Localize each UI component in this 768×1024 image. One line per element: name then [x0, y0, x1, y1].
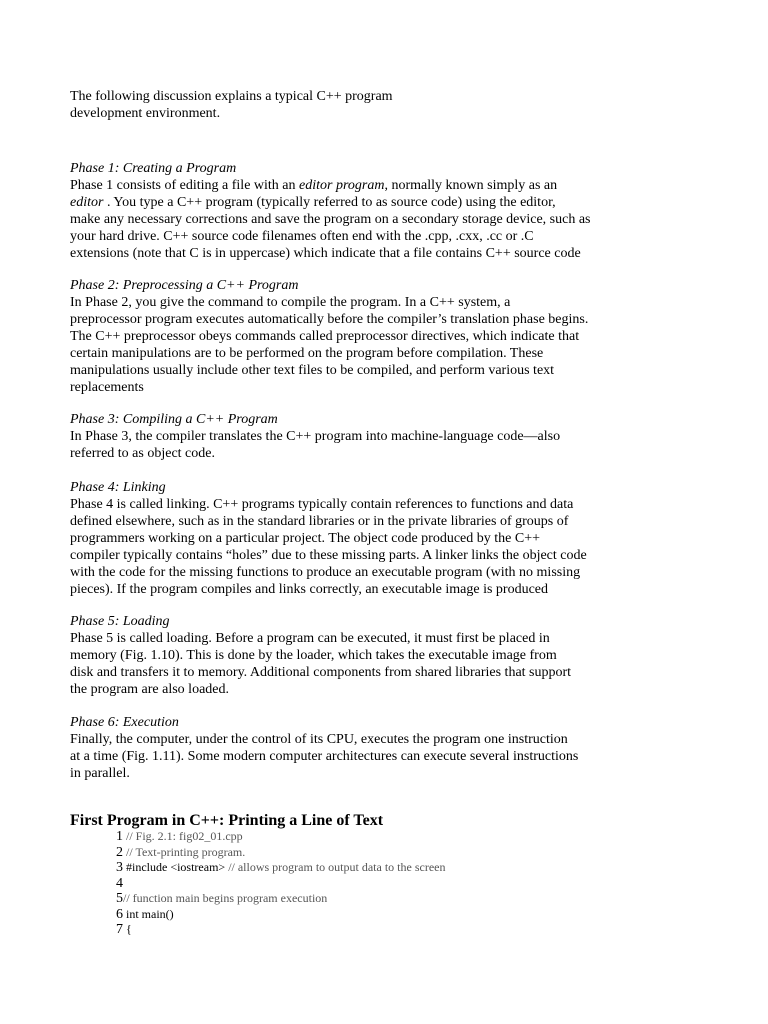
body-text-line [70, 328, 690, 345]
phase-2-section [70, 277, 690, 396]
body-text-line [70, 177, 690, 194]
text-run: manipulations usually include other text files to be compiled, and perform various text [70, 363, 555, 378]
text-run: extensions (note that C is in uppercase) which indicate that a file contains C++ source code [70, 246, 581, 261]
text-run: make any necessary corrections and save the program on a secondary storage device, such as [70, 212, 591, 227]
intro-line: development environment. [70, 106, 221, 121]
body-text-line [70, 564, 690, 581]
phase-6-title: Phase 6: Execution [70, 715, 179, 730]
text-run: compiler typically contains “holes” due to these missing parts. A linker links the object code [70, 548, 587, 563]
text-run: replacements [70, 380, 144, 395]
body-text-line [70, 647, 690, 664]
body-text-line [70, 194, 690, 211]
phase-3-body [70, 428, 690, 462]
text-run: Phase 4 is called linking. C++ programs typically contain references to functions and data [70, 497, 574, 512]
text-run: The C++ preprocessor obeys commands called preprocessor directives, which indicate that [70, 329, 580, 344]
body-text-line [70, 245, 690, 262]
code-comment: // Text-printing program. [123, 844, 246, 859]
body-text-line [70, 345, 690, 362]
code-comment: // Fig. 2.1: fig02_01.cpp [123, 829, 243, 843]
text-run: Finally, the computer, under the control of its CPU, executes the program one instruction [70, 732, 568, 747]
text-run: certain manipulations are to be performed on the program before compilation. These [70, 346, 544, 361]
code-line [116, 829, 445, 845]
code-line [116, 891, 445, 907]
phase-2-body [70, 294, 690, 396]
phase-2-title: Phase 2: Preprocessing a C++ Program [70, 278, 299, 293]
intro-paragraph [70, 88, 490, 122]
phase-1-body [70, 177, 690, 262]
text-run: . You type a C++ program (typically referred to as source code) using the editor, [103, 195, 556, 210]
code-line [116, 922, 445, 938]
line-number: 3 [116, 860, 123, 875]
body-text-line [70, 547, 690, 564]
body-text-line [70, 228, 690, 245]
line-number: 7 [116, 922, 123, 937]
text-run: , normally known simply as an [384, 178, 558, 193]
body-text-line [70, 379, 690, 396]
phase-6-body [70, 731, 690, 782]
text-run: with the code for the missing functions to produce an executable program (with no missing [70, 565, 581, 580]
code-statement: #include <iostream> [123, 860, 226, 874]
body-text-line [70, 581, 690, 598]
line-number: 5 [116, 891, 123, 906]
body-text-line [70, 530, 690, 547]
text-run: programmers working on a particular project. The object code produced by the C++ [70, 531, 540, 546]
line-number: 4 [116, 875, 123, 891]
phase-4-title: Phase 4: Linking [70, 480, 166, 495]
body-text-line [70, 748, 690, 765]
phase-5-title: Phase 5: Loading [70, 614, 170, 629]
phase-6-section [70, 714, 690, 782]
body-text-line [70, 496, 690, 513]
body-text-line [70, 445, 690, 462]
phase-4-section [70, 479, 690, 598]
text-run: at a time (Fig. 1.11). Some modern computer architectures can execute several instructions [70, 749, 579, 764]
line-number: 2 [116, 844, 123, 860]
code-line [116, 876, 445, 892]
intro-line: The following discussion explains a typical C++ program [70, 89, 393, 104]
body-text-line [70, 211, 690, 228]
text-run: In Phase 3, the compiler translates the C++ program into machine-language code—also [70, 429, 561, 444]
phase-3-section [70, 411, 690, 462]
phase-5-section [70, 613, 690, 698]
emphasized-term: editor program [299, 178, 385, 193]
code-comment: // allows program to output data to the screen [225, 860, 446, 874]
text-run: your hard drive. C++ source code filenames often end with the .cpp, .cxx, .cc or .C [70, 229, 534, 244]
line-number: 6 [116, 906, 123, 922]
body-text-line [70, 731, 690, 748]
text-run: memory (Fig. 1.10). This is done by the loader, which takes the executable image from [70, 648, 557, 663]
section-heading: First Program in C++: Printing a Line of Text [70, 812, 384, 829]
line-number: 1 [116, 829, 123, 844]
text-run: defined elsewhere, such as in the standard libraries or in the private libraries of groups of [70, 514, 569, 529]
body-text-line [70, 681, 690, 698]
code-statement: int main() [123, 906, 174, 921]
text-run: referred to as object code. [70, 446, 215, 461]
code-line [116, 845, 445, 861]
body-text-line [70, 513, 690, 530]
body-text-line [70, 765, 690, 782]
phase-1-title: Phase 1: Creating a Program [70, 161, 237, 176]
phase-3-title: Phase 3: Compiling a C++ Program [70, 412, 278, 427]
phase-1-section [70, 160, 690, 262]
text-run: disk and transfers it to memory. Additional components from shared libraries that support [70, 665, 572, 680]
text-run: the program are also loaded. [70, 682, 229, 697]
code-line [116, 907, 445, 923]
body-text-line [70, 630, 690, 647]
code-statement: { [123, 922, 132, 936]
body-text-line [70, 294, 690, 311]
text-run: preprocessor program executes automatically before the compiler’s translation phase begins. [70, 312, 589, 327]
emphasized-term: editor [70, 195, 104, 210]
code-comment: // function main begins program execution [123, 891, 328, 905]
phase-5-body [70, 630, 690, 698]
text-run: Phase 1 consists of editing a file with an [70, 178, 300, 193]
phase-4-body [70, 496, 690, 598]
body-text-line [70, 311, 690, 328]
body-text-line [70, 664, 690, 681]
body-text-line [70, 362, 690, 379]
text-run: in parallel. [70, 766, 130, 781]
body-text-line [70, 428, 690, 445]
text-run: pieces). If the program compiles and links correctly, an executable image is produced [70, 582, 549, 597]
code-line [116, 860, 445, 876]
text-run: In Phase 2, you give the command to compile the program. In a C++ system, a [70, 295, 511, 310]
text-run: Phase 5 is called loading. Before a program can be executed, it must first be placed in [70, 631, 550, 646]
code-listing [116, 829, 445, 938]
